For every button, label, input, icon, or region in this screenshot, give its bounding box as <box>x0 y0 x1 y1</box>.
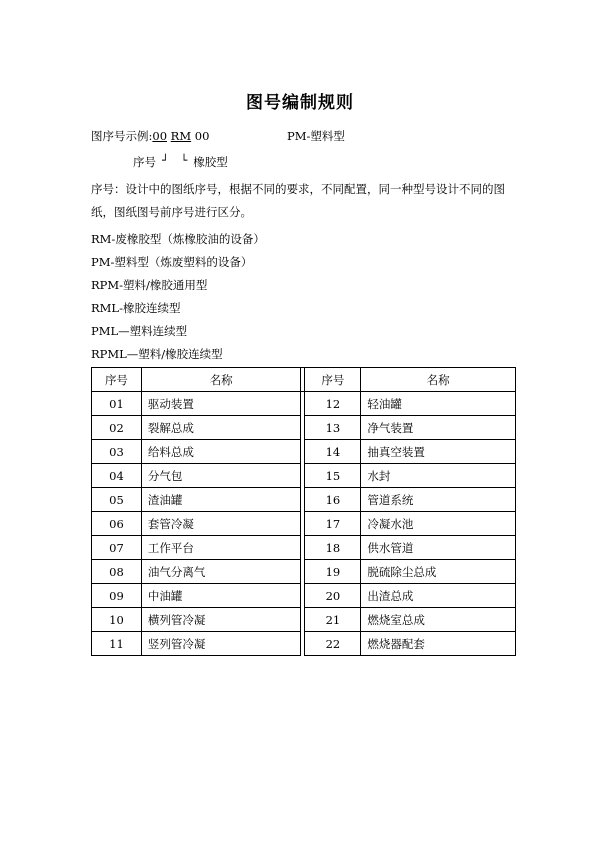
seq-cell: 05 <box>92 488 142 512</box>
example-legend <box>133 154 228 170</box>
bracket-right-icon: ┘ <box>162 154 169 167</box>
seq-cell: 07 <box>92 536 142 560</box>
seq-cell: 21 <box>305 608 361 632</box>
seq-cell: 18 <box>305 536 361 560</box>
name-cell: 轻油罐 <box>361 392 516 416</box>
name-cell: 抽真空装置 <box>361 440 516 464</box>
seq-cell: 02 <box>92 416 142 440</box>
bracket-left-icon: └ <box>180 154 188 167</box>
seq-cell: 12 <box>305 392 361 416</box>
category-item: RML-橡胶连续型 <box>91 301 181 315</box>
seq-cell: 04 <box>92 464 142 488</box>
seq-cell: 10 <box>92 608 142 632</box>
table-row <box>92 392 516 416</box>
example-label: 图序号示例: <box>91 129 153 143</box>
name-cell: 横列管冷凝 <box>141 608 301 632</box>
header-seq: 序号 <box>92 368 142 392</box>
example-type-note: PM-塑料型 <box>287 129 345 143</box>
name-cell: 出渣总成 <box>361 584 516 608</box>
example-part-type: RM <box>170 129 192 143</box>
name-cell: 燃烧室总成 <box>361 608 516 632</box>
seq-cell: 16 <box>305 488 361 512</box>
seq-cell: 09 <box>92 584 142 608</box>
description-paragraph: 序号：设计中的图纸序号，根据不同的要求，不同配置，同一种型号设计不同的图纸，图纸图号前序号进行区分。 <box>91 182 505 219</box>
seq-cell: 03 <box>92 440 142 464</box>
name-cell: 冷凝水池 <box>361 512 516 536</box>
example-part-seq: 00 <box>152 129 168 143</box>
name-cell: 燃烧器配套 <box>361 632 516 656</box>
page-title: 图号编制规则 <box>246 93 354 113</box>
name-cell: 竖列管冷凝 <box>141 632 301 656</box>
category-item: RPML—塑料/橡胶连续型 <box>91 347 223 361</box>
category-item: PM-塑料型（炼废塑料的设备） <box>91 255 253 269</box>
name-cell: 供水管道 <box>361 536 516 560</box>
seq-cell: 01 <box>92 392 142 416</box>
table-row <box>92 608 516 632</box>
seq-cell: 17 <box>305 512 361 536</box>
name-cell: 渣油罐 <box>141 488 301 512</box>
seq-cell: 14 <box>305 440 361 464</box>
seq-cell: 08 <box>92 560 142 584</box>
name-cell: 管道系统 <box>361 488 516 512</box>
example-part-num: 00 <box>194 129 210 143</box>
seq-cell: 11 <box>92 632 142 656</box>
seq-label: 序号 <box>133 155 156 169</box>
name-cell: 给料总成 <box>141 440 301 464</box>
name-cell: 驱动装置 <box>141 392 301 416</box>
name-cell: 套管冷凝 <box>141 512 301 536</box>
example-line <box>91 128 209 144</box>
table-row <box>92 632 516 656</box>
table-row <box>92 560 516 584</box>
rubber-label: 橡胶型 <box>193 155 228 169</box>
name-cell: 水封 <box>361 464 516 488</box>
table-row <box>92 440 516 464</box>
name-cell: 净气装置 <box>361 416 516 440</box>
table-row <box>92 464 516 488</box>
name-cell: 分气包 <box>141 464 301 488</box>
name-cell: 工作平台 <box>141 536 301 560</box>
seq-cell: 15 <box>305 464 361 488</box>
name-cell: 脱硫除尘总成 <box>361 560 516 584</box>
header-name: 名称 <box>361 368 516 392</box>
table-row <box>92 536 516 560</box>
category-item: RPM-塑料/橡胶通用型 <box>91 278 208 292</box>
category-item: RM-废橡胶型（炼橡胶油的设备） <box>91 232 265 246</box>
table-row <box>92 416 516 440</box>
name-cell: 中油罐 <box>141 584 301 608</box>
header-name: 名称 <box>141 368 301 392</box>
seq-cell: 06 <box>92 512 142 536</box>
table-row <box>92 584 516 608</box>
seq-cell: 22 <box>305 632 361 656</box>
table-row <box>92 512 516 536</box>
table-row <box>92 488 516 512</box>
category-item: PML—塑料连续型 <box>91 324 188 338</box>
header-seq: 序号 <box>305 368 361 392</box>
name-cell: 油气分离气 <box>141 560 301 584</box>
drawing-number-table <box>91 367 516 656</box>
seq-cell: 19 <box>305 560 361 584</box>
name-cell: 裂解总成 <box>141 416 301 440</box>
seq-cell: 13 <box>305 416 361 440</box>
seq-cell: 20 <box>305 584 361 608</box>
table-header-row <box>92 368 516 392</box>
